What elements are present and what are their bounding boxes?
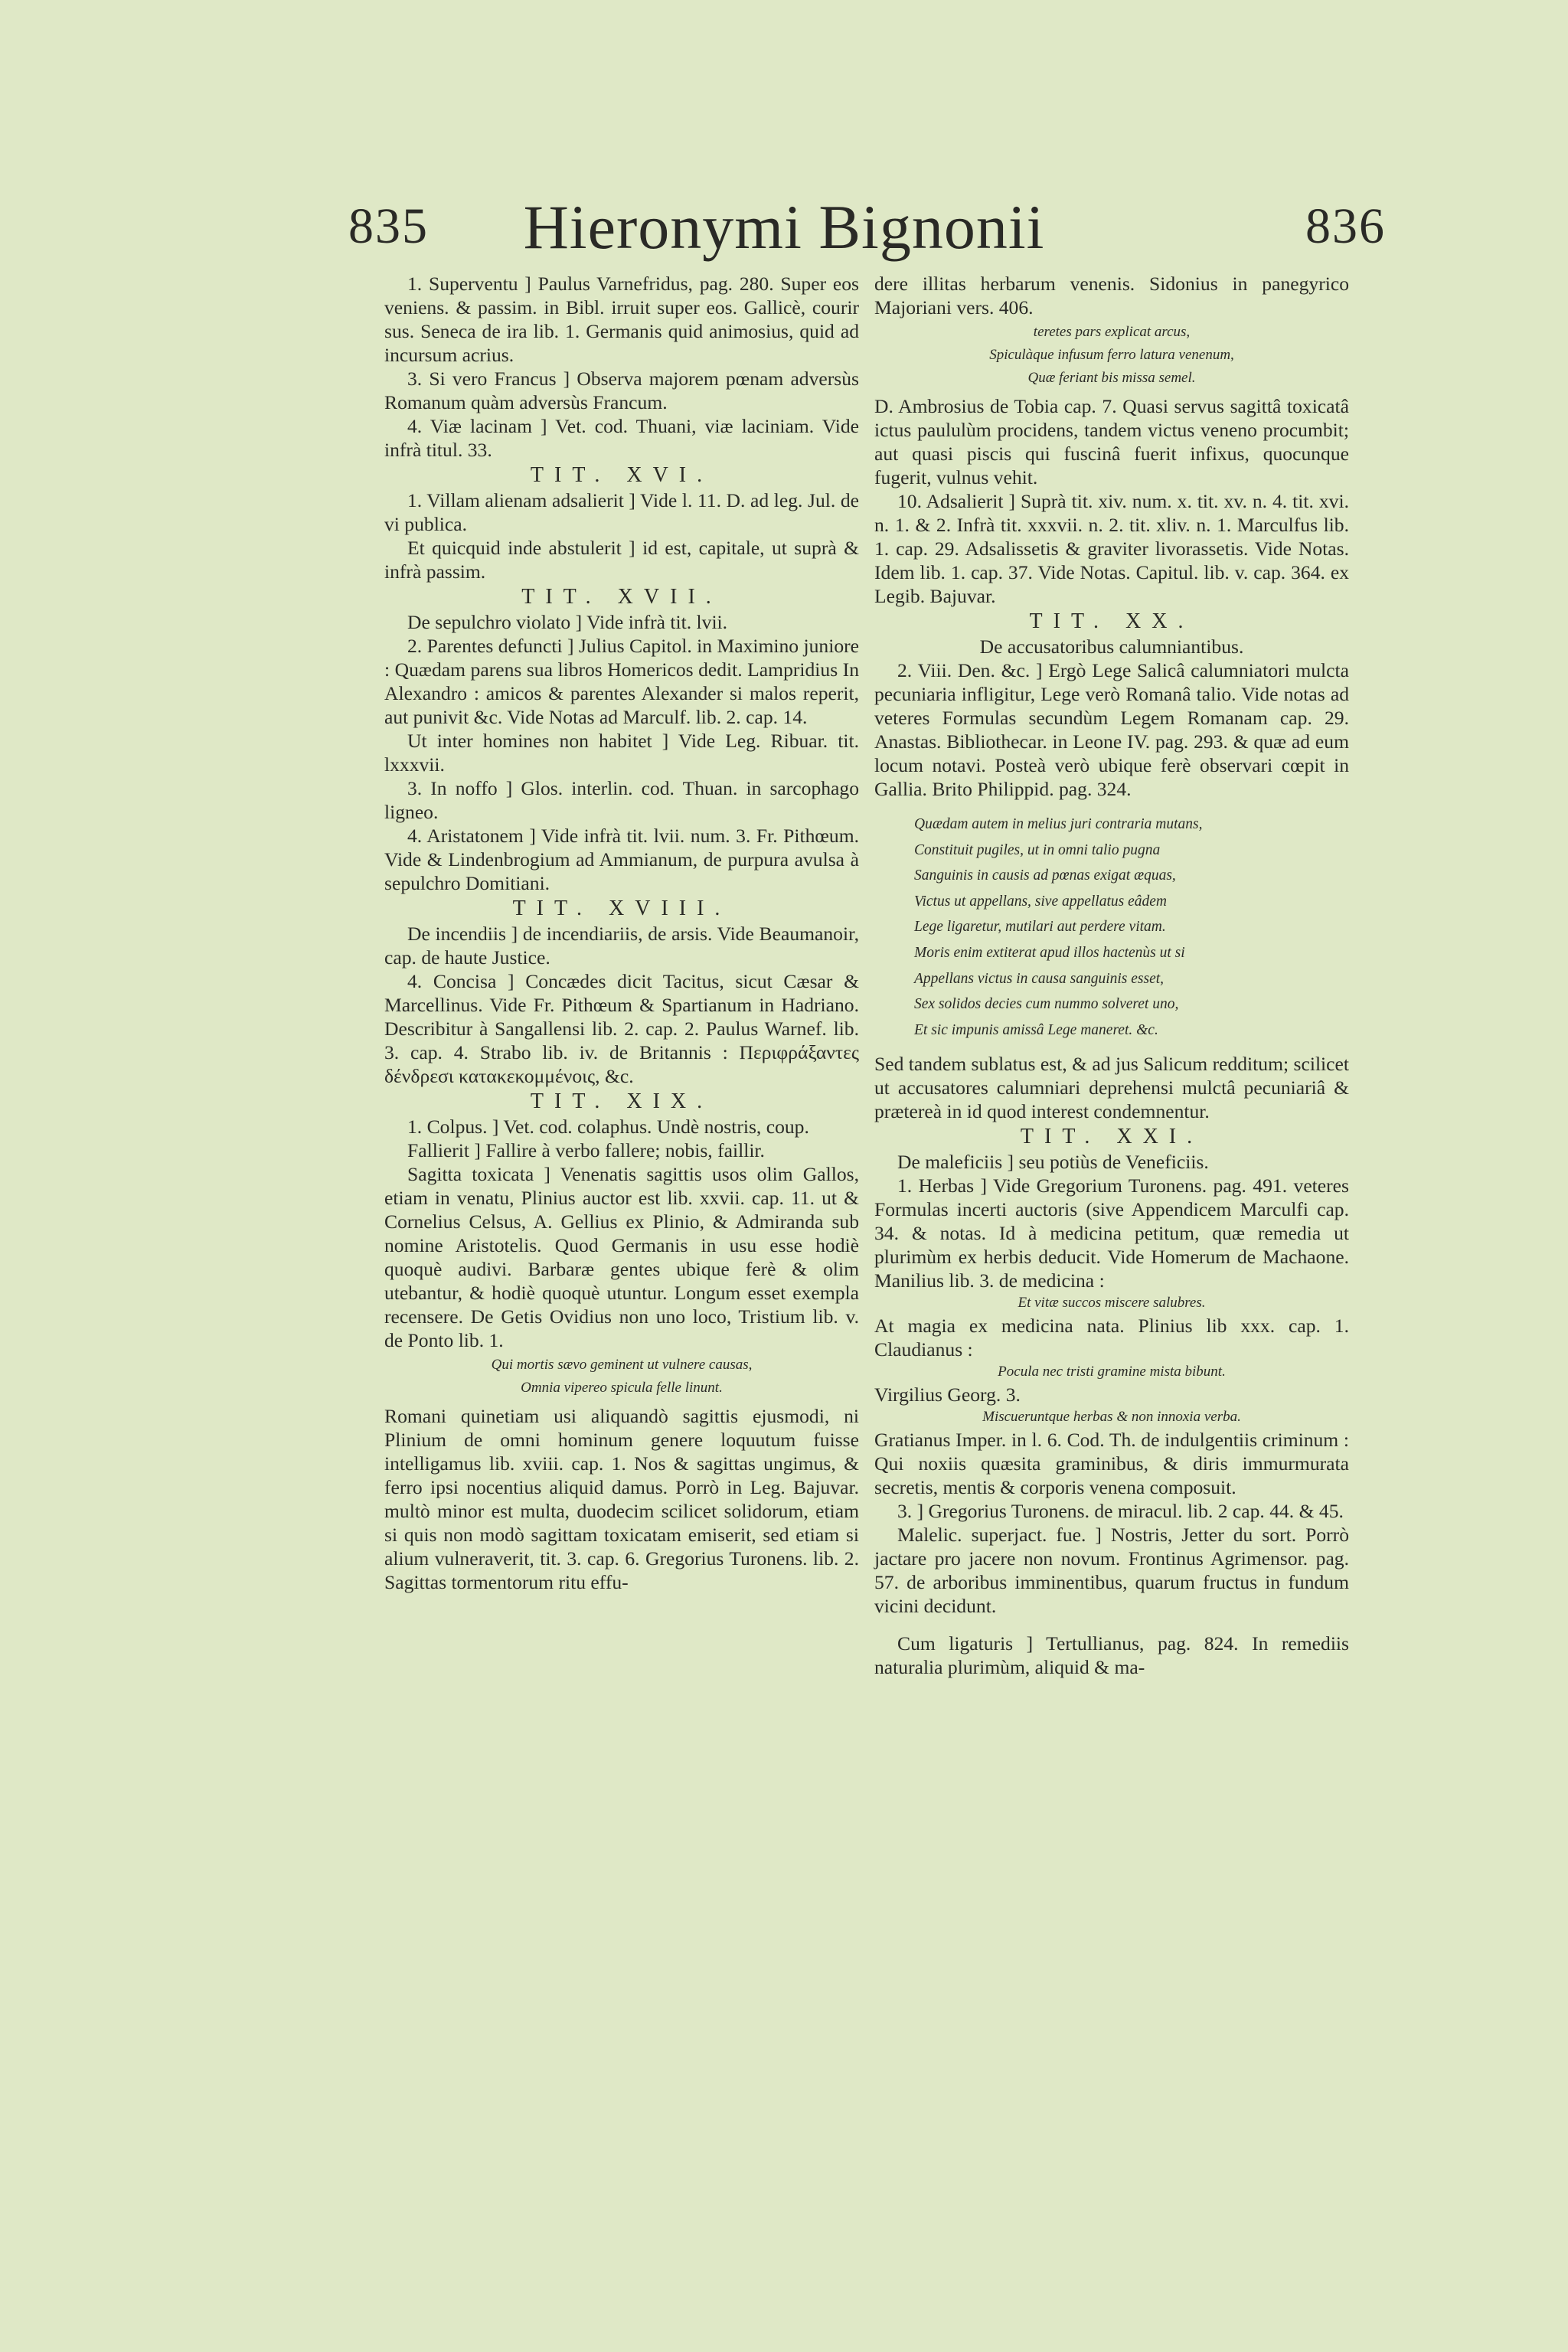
note-gratianus: Gratianus Imper. in l. 6. Cod. Th. de indulgentiis criminum : Qui noxiis quæsita graminibus, & diris immurmurata secretis, mentis & corporis venena composuit. — [874, 1429, 1349, 1499]
verse-line: Lege ligaretur, mutilari aut perdere vitam. — [914, 919, 1166, 936]
note-ut-inter-homines: Ut inter homines non habitet ] Vide Leg. Ribuar. tit. lxxxvii. — [384, 730, 859, 776]
note-aristatonem: 4. Aristatonem ] Vide infrà tit. lvii. num. 3. Fr. Pithœum. Vide & Lindenbrogium ad Ammianum, de purpura avulsa à sepulchro Domitiani. — [384, 825, 859, 894]
verse-line: Constituit pugiles, ut in omni talio pugna — [914, 841, 1161, 858]
note-concisa: 4. Concisa ] Concædes dicit Tacitus, sicut Cæsar & Marcellinus. Vide Fr. Pithœum & Spartianum in Hadriano. Describitur à Sangallensi lib. 2. cap. 2. Paulus Warnef. lib. 3. cap. 4. Strabo lib. iv. de Britannis : Περιφράξαντες δένδρεσι κατακεκομμένοις, &c. — [384, 970, 859, 1087]
verse-sidonius — [874, 321, 1349, 390]
note-virgilius: Virgilius Georg. 3. — [874, 1383, 1021, 1406]
verse-brito — [874, 812, 1349, 1043]
title-tit-17: TIT. XVII. — [521, 585, 722, 609]
verse-line: Appellans victus in causa sanguinis esset, — [914, 970, 1165, 987]
verse-line: Omnia vipereo spicula felle linunt. — [521, 1380, 723, 1396]
subtitle-tit-20: De accusatoribus calumniantibus. — [979, 635, 1244, 658]
note-in-noffo: 3. In noffo ] Glos. interlin. cod. Thuan. in sarcophago ligneo. — [384, 777, 859, 823]
note-romani-quinetiam: Romani quinetiam usi aliquandò sagittis ejusmodi, ni Plinium de omni hominum genere loquutum fuisse intelligamus lib. xviii. cap. 1. Nos & sagittas ungimus, & ferro ipsi nocentius aliquid damus. Porrò in Leg. Bajuvar. multò minor est multa, duodecim scilicet solidorum, etiam si quis non modò sagittam toxicatam emiserit, sed etiam si alium vulneraverit, tit. 3. cap. 6. Gregorius Turonens. lib. 2. Sagittas tormentorum ritu effu- — [384, 1405, 859, 1593]
note-villam-alienam: 1. Villam alienam adsalierit ] Vide l. 11. D. ad leg. Jul. de vi publica. — [384, 489, 859, 535]
note-de-incendiis: De incendiis ] de incendiariis, de arsis. Vide Beaumanoir, cap. de haute Justice. — [384, 923, 859, 969]
note-gregorius: 3. ] Gregorius Turonens. de miracul. lib. 2 cap. 44. & 45. — [897, 1500, 1344, 1523]
verse-ovid — [384, 1354, 859, 1400]
page-number-right: 836 — [1305, 198, 1386, 254]
right-column — [874, 272, 1349, 1679]
title-tit-18: TIT. XVIII. — [512, 897, 731, 920]
note-parentes-defuncti: 2. Parentes defuncti ] Julius Capitol. in Maximino juniore : Quædam parens sua libros Homericos dedit. Lampridius In Alexandro : amicos & parentes Alexander si malos reperit, aut punivit &c. Vide Notas ad Marculf. lib. 2. cap. 14. — [384, 635, 859, 728]
note-viae-lacinam: 4. Viæ lacinam ] Vet. cod. Thuani, viæ laciniam. Vide infrà titul. 33. — [384, 415, 859, 461]
note-viii-den: 2. Viii. Den. &c. ] Ergò Lege Salicâ calumniatori mulcta pecuniaria infligitur, Lege verò Romanâ talio. Vide notas ad veteres Formulas secundùm Legem Romanam cap. 29. Anastas. Bibliothecar. in Leone IV. pag. 293. & quæ ad eum locum notavi. Posteà verò ubique ferè observari cœpit in Gallia. Brito Philippid. pag. 324. — [874, 659, 1349, 800]
note-fallierit: Fallierit ] Fallire à verbo fallere; nobis, faillir. — [407, 1139, 765, 1161]
verse-manilius: Et vitæ succos miscere salubres. — [1018, 1295, 1206, 1312]
title-tit-16: TIT. XVI. — [530, 463, 714, 487]
verse-claudianus: Pocula nec tristi gramine mista bibunt. — [998, 1364, 1226, 1380]
page-number-left: 835 — [348, 198, 429, 254]
note-malelic: Malelic. superjact. fue. ] Nostris, Jetter du sort. Porrò jactare pro jacere non novum. Frontinus Agrimensor. pag. 57. de arboribus imminentibus, quarum fructus in fundum vicini decidunt. — [874, 1524, 1349, 1618]
verse-line: Et sic impunis amissâ Lege maneret. &c. — [914, 1021, 1158, 1038]
verse-line: Spiculàque infusum ferro latura venenum, — [989, 347, 1234, 363]
note-colpus: 1. Colpus. ] Vet. cod. colaphus. Undè nostris, coup. — [407, 1116, 809, 1138]
verse-line: Quæ feriant bis missa semel. — [1027, 370, 1196, 386]
verse-line: Qui mortis sævo geminent ut vulnere causas, — [491, 1357, 753, 1373]
verse-line: Sanguinis in causis ad pœnas exigat æquas, — [914, 867, 1176, 884]
running-title: Hieronymi Bignonii — [523, 192, 1045, 262]
verse-line: Victus ut appellans, sive appellatus eâdem — [914, 893, 1167, 910]
note-sagitta-toxicata: Sagitta toxicata ] Venenatis sagittis usos olim Gallos, etiam in venatu, Plinius auctor est lib. xxvii. cap. 11. ut & Cornelius Celsus, A. Gellius ex Plinio, & Admiranda sub nomine Aristotelis. Quod Germanis in usu esse hodiè quoquè audivi. Barbaræ gentes ubique ferè & olim utebantur, & hodiè quoquè utuntur. Longum esset exempla recensere. De Getis Ovidius non uno loco, Tristium lib. v. de Ponto lib. 1. — [384, 1163, 859, 1351]
verse-line: Sex solidos decies cum nummo solveret uno, — [914, 996, 1179, 1013]
left-column — [384, 272, 859, 1594]
verse-virgil: Miscueruntque herbas & non innoxia verba. — [982, 1409, 1241, 1426]
title-tit-20: TIT. XX. — [1029, 609, 1194, 633]
note-et-quicquid: Et quicquid inde abstulerit ] id est, capitale, ut suprà & infrà passim. — [384, 537, 859, 583]
verse-line: Moris enim extiterat apud illos hactenùs ut si — [914, 944, 1185, 961]
verse-line: teretes pars explicat arcus, — [1033, 324, 1191, 340]
note-sed-tandem: Sed tandem sublatus est, & ad jus Salicum redditum; scilicet ut accusatores calumniari deprehensi mulctâ pecuniariâ & prætereà in id quod interest condemnentur. — [874, 1053, 1349, 1123]
note-de-maleficiis: De maleficiis ] seu potiùs de Veneficiis. — [897, 1151, 1209, 1174]
title-tit-21: TIT. XXI. — [1020, 1125, 1204, 1149]
note-superventu: 1. Superventu ] Paulus Varnefridus, pag. 280. Super eos veniens. & passim. in Bibl. irruit super eos. Gallicè, courir sus. Seneca de ira lib. 1. Germanis quid animosius, quid ad incursum acrius. — [384, 273, 859, 366]
verse-line: Quædam autem in melius juri contraria mutans, — [914, 816, 1203, 832]
note-continuation: dere illitas herbarum venenis. Sidonius in panegyrico Majoriani vers. 406. — [874, 273, 1349, 318]
title-tit-19: TIT. XIX. — [530, 1089, 714, 1113]
note-at-magia: At magia ex medicina nata. Plinius lib xxx. cap. 1. Claudianus : — [874, 1315, 1349, 1361]
note-si-vero-francus: 3. Si vero Francus ] Observa majorem pœnam adversùs Romanum quàm adversùs Francum. — [384, 368, 859, 413]
note-ambrosius: D. Ambrosius de Tobia cap. 7. Quasi servus sagittâ toxicatâ ictus paululùm procidens, tandem victus veneno procumbit; aut quasi piscis qui fuscinâ fuerit infixus, quocunque fugerit, vulnus vehit. — [874, 395, 1349, 488]
note-de-sepulchro: De sepulchro violato ] Vide infrà tit. lvii. — [407, 611, 728, 633]
note-adsalierit: 10. Adsalierit ] Suprà tit. xiv. num. x. tit. xv. n. 4. tit. xvi. n. 1. & 2. Infrà tit. xxxvii. n. 2. tit. xliv. n. 1. Marculfus lib. 1. cap. 29. Adsalissetis & graviter livorassetis. Vide Notas. Idem lib. 1. cap. 37. Vide Notas. Capitul. lib. v. cap. 364. ex Legib. Bajuvar. — [874, 490, 1349, 607]
note-cum-ligaturis: Cum ligaturis ] Tertullianus, pag. 824. In remediis naturalia plurimùm, aliquid & ma- — [874, 1632, 1349, 1679]
note-herbas: 1. Herbas ] Vide Gregorium Turonens. pag. 491. veteres Formulas incerti auctoris (sive Appendicem Marculfi cap. 34. & notas. Id à medicina petitum, quæ remedia ut plurimùm ex herbis deducit. Vide Homerum de Machaone. Manilius lib. 3. de medicina : — [874, 1174, 1349, 1292]
